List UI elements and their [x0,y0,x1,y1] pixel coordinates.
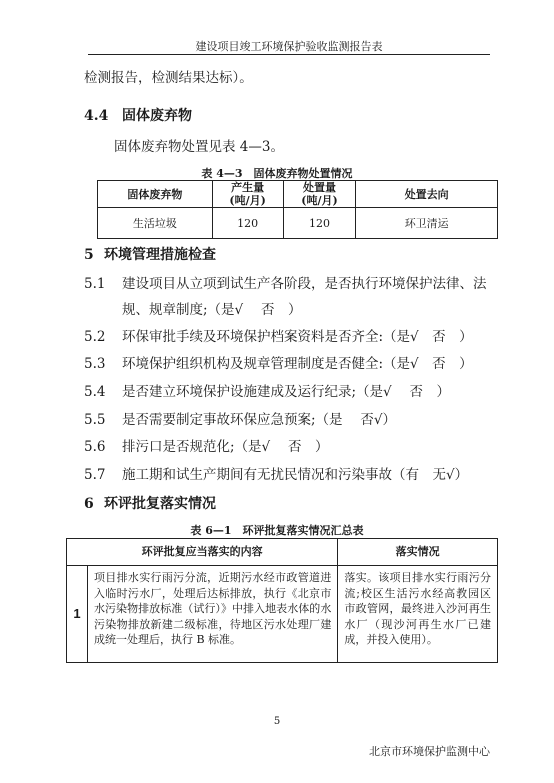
table-cell: 120 [212,208,283,239]
table-row [98,208,498,239]
item-text: 是否需要制定事故环保应急预案;（是 否√） [122,412,396,428]
check-item-5-4 [84,380,450,400]
table-cell: 环卫清运 [356,208,498,239]
table-cell [338,566,498,663]
header-rule [88,54,490,55]
page-number: 5 [273,716,281,727]
item-text: 是否建立环境保护设施建成及运行纪录;（是√ 否 ） [122,384,450,400]
section-title: 固体废弃物 [122,108,192,124]
table-cell: 120 [283,208,356,239]
section-number: 4.4 [84,108,109,124]
header-title: 建设项目竣工环境保护验收监测报告表 [195,40,383,53]
item-number: 5.6 [84,439,106,455]
item-number: 5.2 [84,329,106,345]
section-5-heading [84,244,216,264]
item-text: 环保审批手续及环境保护档案资料是否齐全:（是√ 否 ） [122,329,473,345]
row-index: 1 [67,566,88,663]
check-item-5-3 [84,352,473,372]
check-item-5-1-cont: 规、规章制度;（是√ 否 ） [122,302,302,318]
section-title: 环境管理措施检查 [104,247,216,263]
status-text: 落实。该项目排水实行雨污分流;校区生活污水经高教园区市政管网，最终进入沙河再生水厂（现沙河再生水厂已建成，并投入使用）。 [344,571,491,646]
section-title: 环评批复落实情况 [104,496,216,512]
table-4-3-caption: 表 4—3 固体废弃物处置情况 [201,167,353,180]
header-cell: 固体废弃物 [98,181,213,208]
table-header-row [98,181,498,208]
item-number: 5.3 [84,356,106,372]
section-6-heading [84,493,216,513]
item-text: 环境保护组织机构及规章管理制度是否健全:（是√ 否 ） [122,356,473,372]
item-number: 5.5 [84,412,106,428]
check-item-5-6 [84,435,328,455]
item-number: 5.1 [84,276,106,292]
table-cell: 生活垃圾 [98,208,213,239]
header-cell: 处置去向 [356,181,498,208]
table-row [67,566,498,663]
section-4-4-heading [84,105,192,125]
table-6-1-caption: 表 6—1 环评批复落实情况汇总表 [190,524,364,537]
check-item-5-5 [84,408,396,428]
section-number: 5 [84,247,94,263]
section-4-4-text: 固体废弃物处置见表 4—3。 [114,139,284,155]
item-number: 5.7 [84,467,106,483]
item-number: 5.4 [84,384,106,400]
table-header-row [67,539,498,566]
intro-line: 检测报告，检测结果达标）。 [84,70,253,86]
header-cell: 处置量 (吨/月) [283,181,356,208]
item-text: 建设项目从立项到试生产各阶段，是否执行环境保护法律、法 [122,276,487,292]
requirement-text: 项目排水实行雨污分流，近期污水经市政管道进入临时污水厂，处理后达标排放，执行《北京市水污染物排放标准（试行）》中排入地表水体的水污染物排放新建二级标准，待地区污水处理厂建成统一处理后，执行 B 标准。 [93,571,332,646]
section-number: 6 [84,496,94,512]
header-cell: 产生量 (吨/月) [212,181,283,208]
table-6-1 [66,538,498,663]
item-text: 施工期和试生产期间有无扰民情况和污染事故（有 无√） [122,467,469,483]
table-cell [87,566,337,663]
check-item-5-7 [84,463,468,483]
item-text: 排污口是否规范化;（是√ 否 ） [122,439,329,455]
table-4-3 [97,180,498,239]
check-item-5-2 [84,325,473,345]
header-cell: 落实情况 [338,539,498,566]
check-item-5-1 [84,272,487,292]
header-cell: 环评批复应当落实的内容 [67,539,338,566]
footer-organization: 北京市环境保护监测中心 [369,745,490,758]
